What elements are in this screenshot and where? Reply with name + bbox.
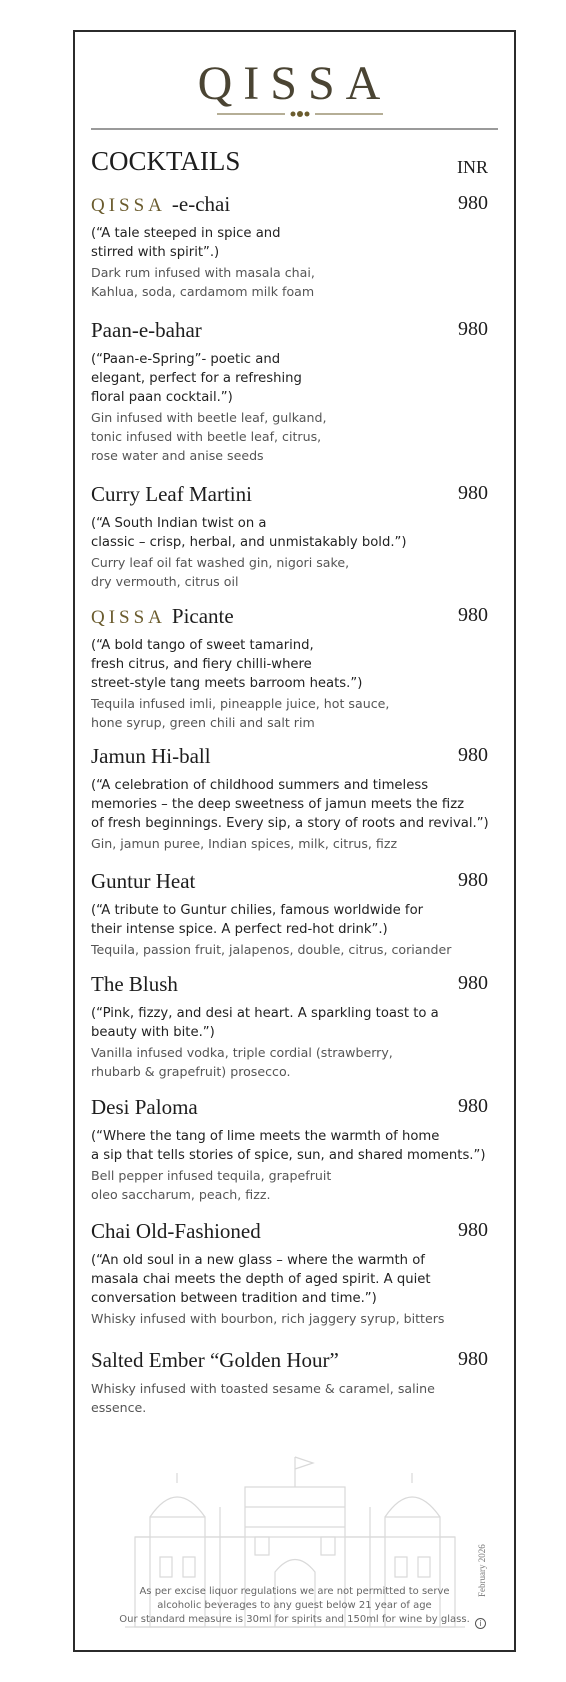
item-description: Whisky infused with bourbon, rich jaggery syrup, bitters [91, 1311, 445, 1326]
item-price: 980 [458, 1095, 488, 1117]
item-price: 980 [458, 318, 488, 340]
item-price: 980 [458, 1219, 488, 1241]
item-description: Gin, jamun puree, Indian spices, milk, citrus, fizz [91, 836, 398, 851]
item-name: Jamun Hi-ball [91, 744, 211, 768]
item-price: 980 [458, 1348, 488, 1370]
item-description: Vanilla infused vodka, triple cordial (strawberry, rhubarb & grapefruit) prosecco. [91, 1045, 393, 1079]
item-name: Salted Ember “Golden Hour” [91, 1348, 339, 1372]
item-name: Curry Leaf Martini [91, 482, 252, 506]
item-name: Paan-e-bahar [91, 318, 202, 342]
section-title: COCKTAILS [91, 146, 241, 176]
item-price: 980 [458, 604, 488, 626]
item-quote: (“A celebration of childhood summers and timeless memories – the deep sweetness of jamun meets the fizz of fresh beginnings. Every sip, a story of roots and revival.”) [91, 778, 489, 831]
menu-item [91, 318, 498, 465]
item-description: Tequila, passion fruit, jalapenos, double, citrus, coriander [91, 942, 452, 957]
item-quote: (“Where the tang of lime meets the warmth of home a sip that tells stories of spice, sun, and shared moments.”) [91, 1129, 486, 1163]
item-name: The Blush [91, 972, 178, 996]
item-quote: (“A bold tango of sweet tamarind, fresh citrus, and fiery chilli-where street-style tang meets barroom heats.”) [91, 638, 363, 691]
item-name: QISSA Picante [91, 604, 234, 628]
item-quote: (“An old soul in a new glass – where the warmth of masala chai meets the depth of aged spirit. A quiet conversation between tradition and time.”) [91, 1253, 431, 1306]
menu-item [91, 1219, 498, 1328]
menu-item [91, 192, 498, 301]
menu-item [91, 1348, 498, 1417]
item-description: Whisky infused with toasted sesame & caramel, saline essence. [91, 1381, 435, 1415]
brand-logo: QISSA [197, 57, 392, 110]
item-description: Curry leaf oil fat washed gin, nigori sake, dry vermouth, citrus oil [91, 555, 350, 589]
item-description: Dark rum infused with masala chai, Kahlua, soda, cardamom milk foam [91, 265, 315, 299]
menu-item [91, 869, 498, 959]
item-name: Chai Old-Fashioned [91, 1219, 261, 1243]
menu-item [91, 1095, 498, 1204]
item-quote: (“A South Indian twist on a classic – crisp, herbal, and unmistakably bold.”) [91, 516, 407, 550]
item-price: 980 [458, 972, 488, 994]
qissa-wordmark: QISSA [91, 607, 166, 628]
qissa-wordmark: QISSA [91, 195, 166, 216]
menu-item [91, 604, 498, 732]
legal-notice: As per excise liquor regulations we are not permitted to serve alcoholic beverages to any guest below 21 year of age Our standard measure is 30ml for spirits and 150ml for wine by glass. [119, 1586, 470, 1625]
info-icon: i [475, 1618, 486, 1629]
header-divider [91, 128, 498, 130]
menu-item [91, 482, 498, 591]
item-price: 980 [458, 192, 488, 214]
item-price: 980 [458, 744, 488, 766]
item-name: QISSA -e-chai [91, 192, 231, 216]
item-price: 980 [458, 482, 488, 504]
menu-date: February 2026 [477, 1544, 487, 1597]
item-description: Gin infused with beetle leaf, gulkand, tonic infused with beetle leaf, citrus, rose water and anise seeds [91, 410, 327, 463]
item-quote: (“Paan-e-Spring”- poetic and elegant, perfect for a refreshing floral paan cocktail.”) [91, 352, 302, 405]
menu-card [73, 30, 516, 1652]
item-quote: (“A tribute to Guntur chilies, famous worldwide for their intense spice. A perfect red-hot drink”.) [91, 903, 424, 937]
item-quote: (“A tale steeped in spice and stirred with spirit”.) [91, 226, 281, 260]
item-description: Bell pepper infused tequila, grapefruit oleo saccharum, peach, fizz. [91, 1168, 332, 1202]
item-price: 980 [458, 869, 488, 891]
item-description: Tequila infused imli, pineapple juice, hot sauce, hone syrup, green chili and salt rim [91, 696, 390, 730]
item-name: Guntur Heat [91, 869, 196, 893]
item-quote: (“Pink, fizzy, and desi at heart. A sparkling toast to a beauty with bite.”) [91, 1006, 439, 1040]
menu-item [91, 972, 498, 1081]
currency-label: INR [457, 157, 488, 177]
menu-item [91, 744, 498, 853]
item-name: Desi Paloma [91, 1095, 198, 1119]
logo-flourish [215, 106, 385, 122]
